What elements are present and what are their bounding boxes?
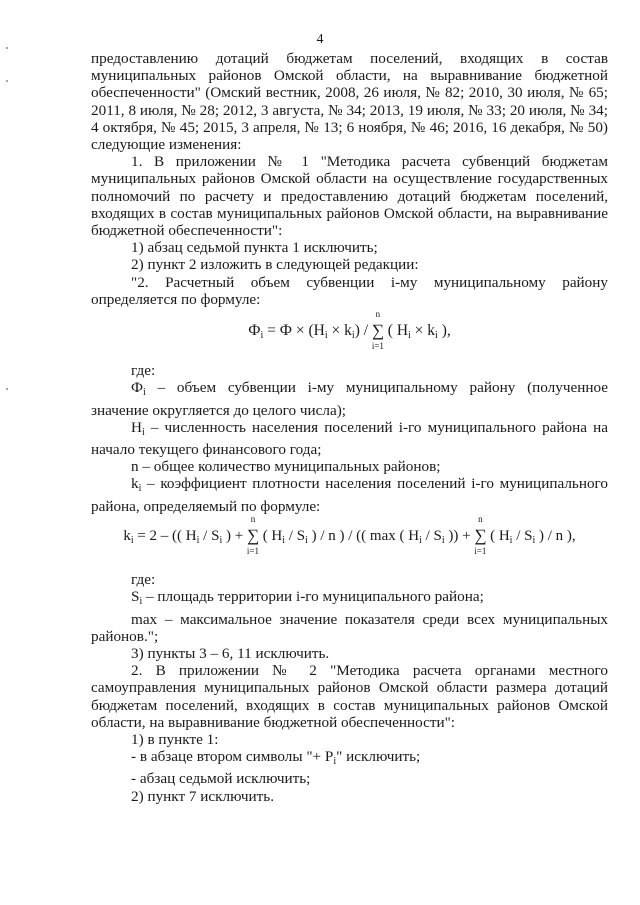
scan-mark bbox=[6, 80, 8, 82]
where-label: где: bbox=[131, 362, 156, 380]
formula-subscript: i bbox=[441, 534, 445, 546]
formula-subscript: i bbox=[532, 534, 536, 546]
formula-token: = 2 – (( Н bbox=[133, 527, 197, 544]
formula-token: Ф bbox=[248, 322, 261, 340]
item-2-sub-1b: - абзац седьмой исключить; bbox=[131, 770, 311, 788]
sum-lower-limit: i=1 bbox=[246, 546, 259, 557]
formula-subscript: i bbox=[509, 534, 513, 546]
sum-upper-limit: n bbox=[250, 513, 256, 524]
sum-lower-limit: i=1 bbox=[371, 340, 384, 351]
formula-token: ( Н bbox=[490, 527, 510, 544]
item-1-sub-2: 2) пункт 2 изложить в следующей редакции: bbox=[131, 256, 419, 274]
formula-subscript: i bbox=[219, 534, 223, 546]
definition-text: – коэффициент плотности населения поселений i-го муниципального района, определяемый по формуле: bbox=[91, 475, 608, 515]
definition-text: – численность населения поселений i-го муниципального района на начало текущего финансового года; bbox=[91, 418, 608, 459]
definition-phi bbox=[91, 379, 608, 418]
formula-subscript: i bbox=[419, 534, 422, 546]
item-2: 2. В приложении № 2 "Методика расчета органами местного самоуправления муниципальных районов Омской области размера дотаций бюджетам поселений, входящих в состав муниципальных районов Омской области, на выравнивание бюджетной обеспеченности": bbox=[91, 662, 608, 731]
item-2-sub-2: 2) пункт 7 исключить. bbox=[131, 787, 275, 805]
summation-sign bbox=[371, 309, 385, 351]
scan-mark bbox=[6, 388, 8, 390]
formula-token: ) + bbox=[222, 527, 247, 544]
sigma-symbol: ∑ bbox=[371, 321, 385, 341]
document-body bbox=[91, 50, 608, 805]
formula-subscript: i bbox=[282, 534, 286, 546]
sum-upper-limit: n bbox=[478, 513, 483, 524]
formula-token: × k bbox=[410, 322, 436, 340]
formula-subscript: i bbox=[260, 330, 264, 342]
summation-sign bbox=[474, 513, 487, 557]
intro-paragraph: предоставлению дотаций бюджетам поселений, входящих в состав муниципальных районов Омской области, на выравнивание бюджетной обеспеченности" (Омский вестник, 2008, 26 июля, № 82; 2010, 30 июля, № 65; 2011, 8 июля, № 28; 2012, 3 августа, № 34; 2013, 19 июля, № 33; 20 июля, № 34; 4 октября, № 45; 2015, 3 апреля, № 13; 6 ноября, № 46; 2016, 16 декабря, № 50) следующие изменения: bbox=[91, 50, 608, 154]
formula-subscript: i bbox=[435, 330, 438, 342]
formula-token: )) + bbox=[444, 527, 475, 544]
formula-token: ( Н bbox=[387, 322, 409, 340]
formula-density bbox=[91, 513, 608, 557]
formula-token: / S bbox=[285, 527, 306, 544]
sum-lower-limit: i=1 bbox=[474, 546, 487, 557]
formula-subscript: i bbox=[408, 330, 411, 342]
symbol: Н bbox=[131, 418, 142, 436]
sigma-symbol: ∑ bbox=[246, 525, 260, 545]
symbol-subscript: i bbox=[143, 387, 146, 399]
symbol: S bbox=[131, 588, 140, 606]
formula-token: = Ф × (Н bbox=[263, 322, 325, 340]
item-1: 1. В приложении № 1 "Методика расчета субвенций бюджетам муниципальных районов Омской области на осуществление государственных полномочий по расчету и предоставлению дотаций бюджетам поселений, входящих в состав муниципальных районов Омской области, на выравнивание бюджетной обеспеченности": bbox=[91, 153, 608, 240]
definition-h bbox=[91, 419, 608, 458]
formula-subscript: i bbox=[324, 330, 328, 342]
symbol: Ф bbox=[131, 379, 143, 397]
sum-upper-limit: n bbox=[375, 309, 381, 320]
definition-n: n – общее количество муниципальных районов; bbox=[131, 458, 441, 476]
item-1-sub-1: 1) абзац седьмой пункта 1 исключить; bbox=[131, 239, 378, 257]
list-text: " исключить; bbox=[336, 748, 421, 766]
symbol: k bbox=[131, 475, 139, 493]
formula-token: ( Н bbox=[262, 527, 283, 544]
formula-token: × k bbox=[327, 322, 352, 340]
definition-text: – объем субвенции i-му муниципальному району (полученное значение округляется до целого числа); bbox=[91, 379, 608, 419]
formula-subscript: i bbox=[351, 330, 355, 342]
formula-token: ) / bbox=[354, 322, 372, 340]
formula-token: / S bbox=[199, 527, 220, 544]
item-1-quote: "2. Расчетный объем субвенции i-му муниципальному району определяется по формуле: bbox=[91, 273, 608, 308]
symbol-subscript: i bbox=[138, 483, 142, 495]
symbol-subscript: i bbox=[141, 426, 145, 438]
formula-token: k bbox=[123, 527, 131, 544]
formula-token: / S bbox=[512, 527, 533, 544]
definition-text: – площадь территории i-го муниципального района; bbox=[142, 588, 484, 606]
page-number: 4 bbox=[316, 32, 324, 47]
summation-sign bbox=[246, 513, 260, 557]
sigma-symbol: ∑ bbox=[474, 525, 487, 545]
symbol-subscript: i bbox=[139, 596, 143, 608]
item-2-sub-1: 1) в пункте 1: bbox=[131, 730, 219, 748]
symbol-subscript: i bbox=[333, 756, 337, 768]
formula-subscript: i bbox=[196, 534, 200, 546]
where-label: где: bbox=[131, 571, 156, 589]
formula-token: ), bbox=[437, 322, 451, 340]
formula-token: ) / n ) / (( max ( Н bbox=[307, 527, 420, 544]
list-text: - в абзаце втором символы "+ Р bbox=[131, 748, 334, 766]
formula-subscript: i bbox=[305, 534, 308, 546]
formula-subscript: i bbox=[130, 534, 134, 546]
definition-max: max – максимальное значение показателя среди всех муниципальных районов."; bbox=[91, 610, 608, 645]
formula-subvention bbox=[91, 309, 608, 351]
item-2-sub-1a bbox=[91, 748, 608, 770]
formula-token: ) / n ), bbox=[535, 527, 576, 544]
formula-token: / S bbox=[421, 527, 442, 544]
definition-k bbox=[91, 475, 608, 514]
definition-s bbox=[91, 588, 608, 610]
item-1-sub-3: 3) пункты 3 – 6, 11 исключить. bbox=[131, 644, 330, 662]
